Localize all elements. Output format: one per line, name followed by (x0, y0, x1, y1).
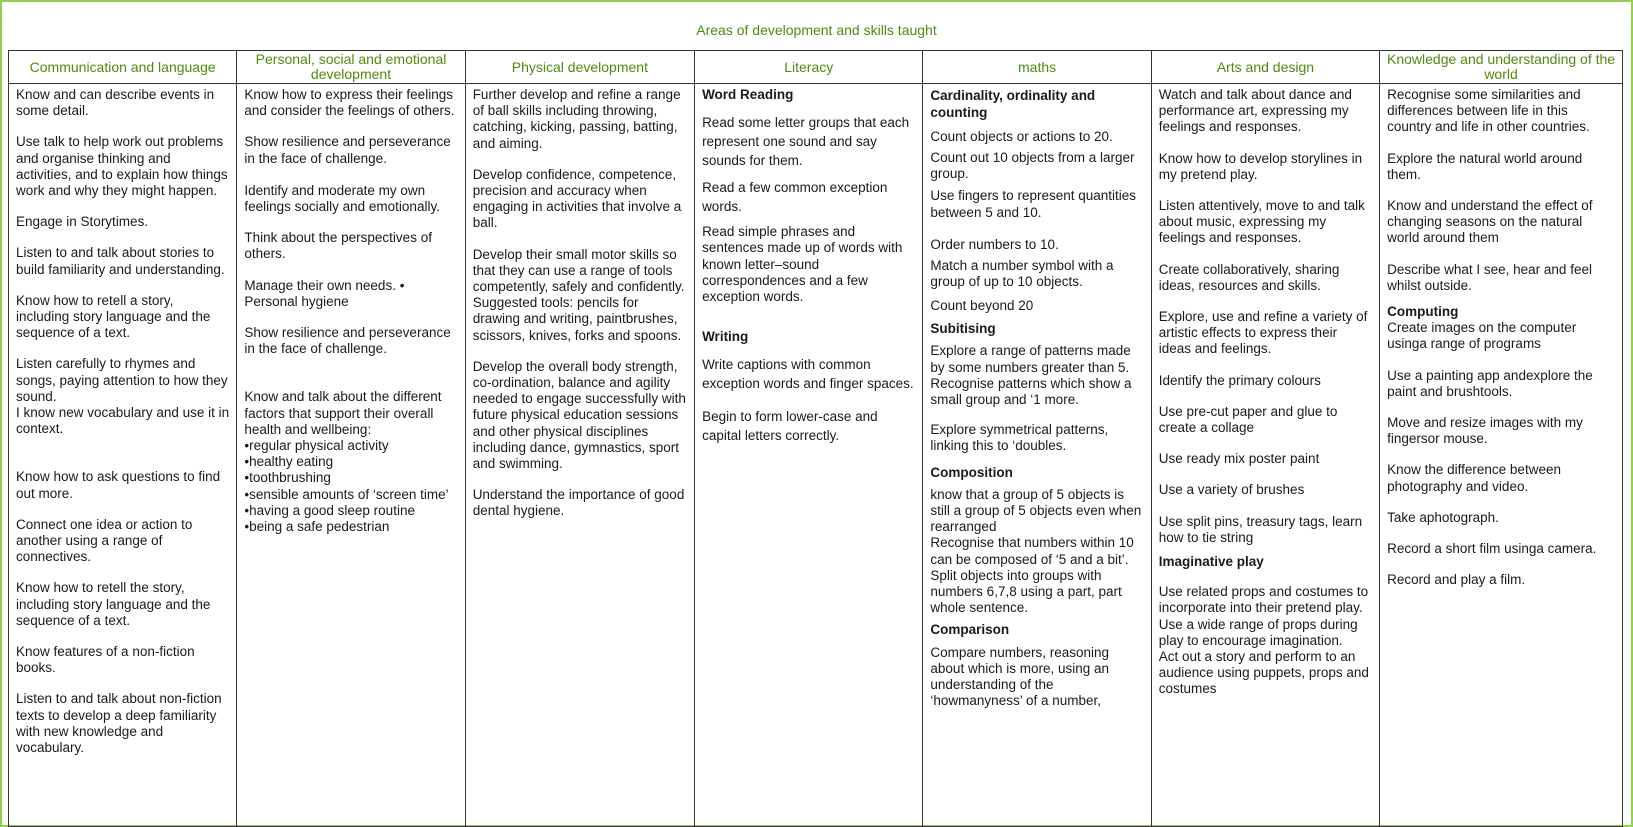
list-item: I know new vocabulary and use it in context. (16, 405, 230, 437)
list-item: Use a painting app andexplore the paint and brushtools. (1387, 367, 1593, 399)
list-item: • being a safe pedestrian (244, 519, 457, 535)
list-item: Listen to and talk about non-fiction texts to develop a deep familiarity with new knowledge and vocabulary. (16, 691, 222, 756)
list-item: Write captions with common exception words and finger spaces. (702, 357, 914, 392)
cell-personal (237, 84, 465, 827)
list-item: Know how to retell the story, including story language and the sequence of a text. (16, 580, 211, 628)
list-item: Record a short film usinga camera. (1387, 541, 1597, 557)
list-item: Engage in Storytimes. (16, 214, 149, 230)
list-item: Know and understand the effect of changing seasons on the natural world around them (1387, 198, 1593, 246)
list-item: Compare numbers, reasoning about which is more, using an understanding of the ‘howmanyness’ of a number, (930, 644, 1110, 709)
list-item: Further develop and refine a range of ball skills including throwing, catching, kicking, passing, batting, and aiming. (472, 87, 681, 151)
header-maths: maths (923, 51, 1151, 84)
content-row (9, 84, 1623, 827)
list-item: Listen carefully to rhymes and songs, paying attention to how they sound. (16, 356, 228, 404)
header-personal: Personal, social and emotional development (237, 51, 465, 84)
list-item: • sensible amounts of ‘screen time’ (244, 487, 457, 503)
list-item: Develop their small motor skills so that they can use a range of tools competently, safely and confidently. Suggested tools: pencils for drawing and writing, paintbrushes, scissors, knives, forks and spoons. (472, 246, 685, 343)
composition-heading: Composition (930, 464, 1013, 480)
list-item: Use a variety of brushes (1158, 482, 1305, 498)
header-row (9, 51, 1623, 84)
computing-heading: Computing (1387, 304, 1459, 320)
cell-maths (923, 84, 1151, 827)
list-item: Count beyond 20 (930, 298, 1034, 314)
cell-arts (1151, 84, 1379, 827)
list-item: Read some letter groups that each represent one sound and say sounds for them. (702, 115, 910, 169)
list-item: Identify and moderate my own feelings socially and emotionally. (244, 182, 440, 215)
list-item: Create collaboratively, sharing ideas, resources and skills. (1158, 261, 1340, 293)
list-item: Explore a range of patterns made by some numbers greater than 5. (930, 343, 1131, 375)
list-item: Begin to form lower-case and capital letters correctly. (702, 409, 878, 444)
cardinality-heading: Cardinality, ordinality and counting (930, 88, 1096, 120)
list-item: Know and talk about the different factors that support their overall health and wellbeing: (244, 389, 442, 437)
list-item: Know how to express their feelings and consider the feelings of others. (244, 87, 455, 119)
list-item: Manage their own needs. • Personal hygiene (244, 277, 405, 309)
list-item: Explore the natural world around them. (1387, 150, 1583, 182)
list-item: Use fingers to represent quantities between 5 and 10. (930, 188, 1137, 220)
list-item: Read a few common exception words. (702, 180, 888, 215)
subitising-heading: Subitising (930, 321, 996, 337)
header-communication: Communication and language (9, 51, 237, 84)
list-item: Explore, use and refine a variety of artistic effects to express their ideas and feelings. (1158, 309, 1368, 357)
list-item: Think about the perspectives of others. (244, 230, 432, 262)
list-item: Understand the importance of good dental hygiene. (472, 487, 685, 519)
list-item: Create images on the computer usinga range of programs (1387, 320, 1577, 352)
list-item: Use talk to help work out problems and organise thinking and activities, and to explain how things work and why they might happen. (16, 134, 228, 199)
list-item: Act out a story and perform to an audience using puppets, props and costumes (1158, 649, 1369, 697)
list-item: Develop the overall body strength, co-ordination, balance and agility needed to engage successfully with future physical education sessions and other physical disciplines including dance, gymnastics, sport and swimming. (472, 358, 686, 472)
list-item: Use ready mix poster paint (1158, 451, 1320, 467)
header-knowledge: Knowledge and understanding of the world (1380, 51, 1623, 84)
list-item: Explore symmetrical patterns, linking this to ‘doubles. (930, 422, 1109, 454)
list-item: Recognise that numbers within 10 can be composed of ‘5 and a bit’. (930, 535, 1134, 567)
list-item: Develop confidence, competence, precision and accuracy when engaging in activities that involve a ball. (472, 166, 682, 231)
word-reading-heading: Word Reading (702, 87, 794, 102)
list-item: Split objects into groups with numbers 6,7,8 using a part, part whole sentence. (930, 567, 1122, 616)
list-item: Identify the primary colours (1158, 372, 1321, 388)
list-item: Record and play a film. (1387, 572, 1526, 588)
page-title: Areas of development and skills taught (696, 22, 937, 38)
list-item: Match a number symbol with a group of up to 10 objects. (930, 257, 1114, 290)
list-item: Describe what I see, hear and feel whilst outside. (1387, 261, 1592, 293)
list-item: Recognise some similarities and differences between life in this country and life in other countries. (1387, 87, 1590, 135)
list-item: Know the difference between photography and video. (1387, 462, 1561, 494)
imaginative-play-heading: Imaginative play (1158, 554, 1264, 570)
list-item: • having a good sleep routine (244, 503, 457, 519)
writing-heading: Writing (702, 329, 749, 345)
list-item: know that a group of 5 objects is still a group of 5 objects even when rearranged (930, 486, 1142, 535)
list-item: Recognise patterns which show a small group and ‘1 more. (930, 375, 1132, 408)
cell-literacy (695, 84, 923, 827)
skills-table (8, 50, 1623, 827)
list-item: Know how to ask questions to find out more. (16, 469, 221, 501)
list-item: Use pre-cut paper and glue to create a collage (1158, 403, 1338, 436)
list-item: • toothbrushing (244, 470, 457, 486)
list-item: Listen to and talk about stories to build familiarity and understanding. (16, 245, 225, 277)
list-item: Listen attentively, move to and talk about music, expressing my feelings and responses. (1158, 198, 1365, 246)
cell-physical (465, 84, 694, 827)
list-item: • healthy eating (244, 454, 457, 470)
list-item: Order numbers to 10. (930, 236, 1059, 252)
list-item: Count out 10 objects from a larger group. (930, 150, 1135, 182)
list-item: Know how to develop storylines in my pretend play. (1158, 150, 1363, 182)
list-item: Show resilience and perseverance in the face of challenge. (244, 325, 451, 357)
cell-communication (9, 84, 237, 827)
list-item: Read simple phrases and sentences made up of words with known letter–sound correspondences and a few exception words. (702, 224, 903, 305)
list-item: Use related props and costumes to incorporate into their pretend play. Use a wide range of props during play to encourage imagination. (1158, 584, 1369, 648)
list-item: Use split pins, treasury tags, learn how to tie string (1158, 513, 1363, 545)
list-item: Know how to retell a story, including story language and the sequence of a text. (16, 292, 211, 341)
list-item: Take aphotograph. (1387, 509, 1499, 525)
cell-knowledge (1380, 84, 1623, 827)
header-literacy: Literacy (695, 51, 923, 84)
header-arts: Arts and design (1151, 51, 1379, 84)
list-item: Move and resize images with my fingersor mouse. (1387, 415, 1583, 447)
list-item: Connect one idea or action to another using a range of connectives. (16, 516, 193, 565)
list-item: Show resilience and perseverance in the face of challenge. (244, 134, 451, 166)
health-factor-list (244, 438, 457, 535)
list-item: Watch and talk about dance and performance art, expressing my feelings and responses. (1158, 87, 1352, 135)
header-physical: Physical development (465, 51, 694, 84)
list-item: Know and can describe events in some detail. (16, 87, 215, 119)
comparison-heading: Comparison (930, 622, 1010, 638)
list-item: • regular physical activity (244, 438, 457, 454)
list-item: Know features of a non-fiction books. (16, 644, 195, 676)
list-item: Count objects or actions to 20. (930, 129, 1113, 144)
